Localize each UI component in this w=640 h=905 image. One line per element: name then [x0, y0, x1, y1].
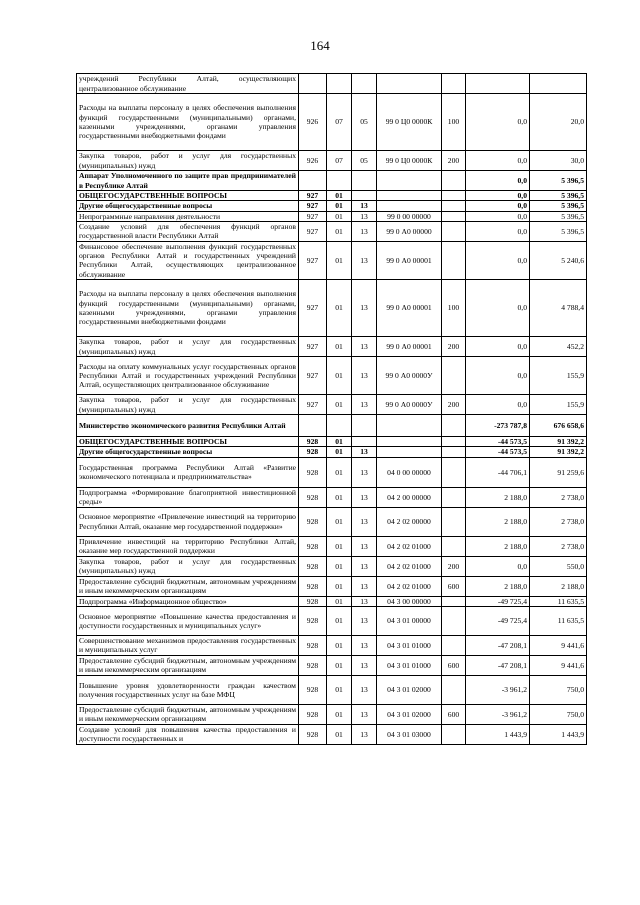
row-amount-total: 5 396,5 — [530, 221, 587, 241]
table-row — [77, 507, 587, 536]
row-amount-change: 2 188,0 — [466, 536, 530, 556]
row-expense-type — [442, 211, 466, 221]
table-row — [77, 437, 587, 447]
row-code — [299, 415, 327, 437]
row-section: 01 — [327, 635, 352, 655]
row-subsection: 13 — [352, 606, 377, 635]
row-amount-change: 0,0 — [466, 201, 530, 211]
row-name: Закупка товаров, работ и услуг для государственных (муниципальных) нужд — [77, 151, 299, 171]
row-name: Предоставление субсидий бюджетным, автономным учреждениям и иным некоммерческим организациям — [77, 655, 299, 675]
row-target-article: 04 3 01 01000 — [377, 655, 442, 675]
budget-table — [76, 73, 587, 745]
row-amount-change: 0,0 — [466, 395, 530, 415]
row-subsection: 13 — [352, 576, 377, 596]
row-subsection: 13 — [352, 487, 377, 507]
row-code: 928 — [299, 437, 327, 447]
table-row — [77, 241, 587, 279]
row-name: Повышение уровня удовлетворенности граждан качеством получения государственных услуг на базе МФЦ — [77, 675, 299, 704]
row-amount-total — [530, 74, 587, 94]
row-amount-change: -3 961,2 — [466, 704, 530, 724]
row-amount-change: 0,0 — [466, 191, 530, 201]
row-amount-total: 5 396,5 — [530, 211, 587, 221]
row-amount-change: 0,0 — [466, 151, 530, 171]
row-code: 928 — [299, 536, 327, 556]
row-amount-change: 2 188,0 — [466, 576, 530, 596]
row-amount-total: 20,0 — [530, 94, 587, 151]
row-name: Другие общегосударственные вопросы — [77, 447, 299, 457]
row-expense-type — [442, 724, 466, 744]
row-name: Закупка товаров, работ и услуг для государственных (муниципальных) нужд — [77, 395, 299, 415]
row-section: 01 — [327, 704, 352, 724]
row-amount-total: 155,9 — [530, 357, 587, 395]
row-code: 926 — [299, 94, 327, 151]
page-number: 164 — [310, 38, 330, 53]
row-section — [327, 74, 352, 94]
table-row — [77, 337, 587, 357]
row-subsection: 05 — [352, 94, 377, 151]
row-target-article: 04 2 02 00000 — [377, 507, 442, 536]
row-code: 928 — [299, 556, 327, 576]
row-name: Расходы на выплаты персоналу в целях обеспечения выполнения функций государственными (муниципальными) органами, казенными учреждениями, органами управления государственными внебюджетными фондами — [77, 94, 299, 151]
row-target-article: 99 0 Ц0 0000К — [377, 151, 442, 171]
row-amount-change: 0,0 — [466, 221, 530, 241]
row-target-article — [377, 415, 442, 437]
row-target-article: 99 0 А0 00001 — [377, 280, 442, 337]
row-target-article: 99 0 Ц0 0000К — [377, 94, 442, 151]
row-subsection: 13 — [352, 556, 377, 576]
row-section: 01 — [327, 357, 352, 395]
row-name: Основное мероприятие «Повышение качества предоставления и доступности государственных и муниципальных услуг» — [77, 606, 299, 635]
row-code: 928 — [299, 447, 327, 457]
row-subsection: 13 — [352, 241, 377, 279]
row-subsection — [352, 171, 377, 191]
row-expense-type — [442, 675, 466, 704]
row-amount-change: 2 188,0 — [466, 487, 530, 507]
row-section — [327, 171, 352, 191]
row-amount-change: 0,0 — [466, 241, 530, 279]
row-expense-type — [442, 221, 466, 241]
row-subsection: 13 — [352, 596, 377, 606]
row-name: Государственная программа Республики Алтай «Развитие экономического потенциала и предпринимательства» — [77, 457, 299, 487]
row-section: 01 — [327, 337, 352, 357]
row-name: Подпрограмма «Информационное общество» — [77, 596, 299, 606]
row-amount-total: 9 441,6 — [530, 655, 587, 675]
row-expense-type — [442, 241, 466, 279]
row-name: Расходы на выплаты персоналу в целях обеспечения выполнения функций государственными (муниципальными) органами, казенными учреждениями, органами управления государственными внебюджетными фондами — [77, 280, 299, 337]
row-expense-type — [442, 201, 466, 211]
row-amount-total: 9 441,6 — [530, 635, 587, 655]
row-target-article: 04 2 02 01000 — [377, 556, 442, 576]
row-amount-total: 91 392,2 — [530, 447, 587, 457]
row-code — [299, 74, 327, 94]
row-expense-type: 200 — [442, 556, 466, 576]
row-amount-change: -273 787,8 — [466, 415, 530, 437]
row-expense-type — [442, 171, 466, 191]
row-subsection — [352, 191, 377, 201]
row-target-article: 04 3 01 02000 — [377, 704, 442, 724]
row-code: 928 — [299, 457, 327, 487]
table-row — [77, 415, 587, 437]
row-code: 927 — [299, 280, 327, 337]
table-row — [77, 675, 587, 704]
row-amount-total: 11 635,5 — [530, 596, 587, 606]
row-name: Создание условий для обеспечения функций органов государственной власти Республики Алтай — [77, 221, 299, 241]
row-amount-total: 30,0 — [530, 151, 587, 171]
row-expense-type — [442, 191, 466, 201]
row-amount-total: 2 188,0 — [530, 576, 587, 596]
row-target-article: 04 3 01 01000 — [377, 635, 442, 655]
row-subsection: 13 — [352, 507, 377, 536]
row-code: 928 — [299, 675, 327, 704]
row-code: 928 — [299, 724, 327, 744]
row-subsection: 13 — [352, 724, 377, 744]
table-row — [77, 447, 587, 457]
row-name: Другие общегосударственные вопросы — [77, 201, 299, 211]
row-expense-type — [442, 596, 466, 606]
row-amount-change: -49 725,4 — [466, 596, 530, 606]
row-amount-change: 0,0 — [466, 556, 530, 576]
row-target-article — [377, 201, 442, 211]
row-expense-type: 200 — [442, 395, 466, 415]
row-target-article — [377, 447, 442, 457]
row-section: 01 — [327, 606, 352, 635]
row-section: 01 — [327, 437, 352, 447]
row-code: 928 — [299, 487, 327, 507]
row-code: 928 — [299, 507, 327, 536]
row-amount-total: 452,2 — [530, 337, 587, 357]
row-section: 01 — [327, 556, 352, 576]
row-section: 01 — [327, 201, 352, 211]
row-subsection: 13 — [352, 457, 377, 487]
row-subsection: 13 — [352, 201, 377, 211]
row-target-article: 04 2 02 01000 — [377, 576, 442, 596]
row-code: 927 — [299, 211, 327, 221]
row-name: Закупка товаров, работ и услуг для государственных (муниципальных) нужд — [77, 337, 299, 357]
row-amount-total: 550,0 — [530, 556, 587, 576]
row-code: 928 — [299, 655, 327, 675]
row-amount-change: 0,0 — [466, 94, 530, 151]
row-target-article: 99 0 А0 0000У — [377, 395, 442, 415]
row-name: Основное мероприятие «Привлечение инвестиций на территорию Республики Алтай, оказание мер государственной поддержки» — [77, 507, 299, 536]
row-subsection: 13 — [352, 337, 377, 357]
row-amount-total: 676 658,6 — [530, 415, 587, 437]
row-expense-type — [442, 507, 466, 536]
row-amount-change: 0,0 — [466, 280, 530, 337]
table-row — [77, 151, 587, 171]
row-amount-total: 4 788,4 — [530, 280, 587, 337]
row-section: 01 — [327, 487, 352, 507]
row-section: 01 — [327, 724, 352, 744]
row-amount-total: 91 259,6 — [530, 457, 587, 487]
row-name: Финансовое обеспечение выполнения функций государственных органов Республики Алтай и государственных учреждений Республики Алтай, осуществляющих централизованное обслуживание — [77, 241, 299, 279]
row-amount-total: 5 396,5 — [530, 201, 587, 211]
row-subsection: 13 — [352, 447, 377, 457]
row-expense-type: 100 — [442, 94, 466, 151]
row-code — [299, 171, 327, 191]
table-row — [77, 536, 587, 556]
row-name: ОБЩЕГОСУДАРСТВЕННЫЕ ВОПРОСЫ — [77, 437, 299, 447]
row-section: 01 — [327, 675, 352, 704]
table-row — [77, 357, 587, 395]
row-subsection: 13 — [352, 280, 377, 337]
row-expense-type — [442, 437, 466, 447]
row-code: 927 — [299, 357, 327, 395]
row-code: 928 — [299, 635, 327, 655]
row-target-article: 99 0 А0 0000У — [377, 357, 442, 395]
row-amount-change — [466, 74, 530, 94]
row-target-article: 04 0 00 00000 — [377, 457, 442, 487]
row-code: 928 — [299, 704, 327, 724]
row-subsection: 13 — [352, 395, 377, 415]
table-row — [77, 724, 587, 744]
row-section: 07 — [327, 151, 352, 171]
row-amount-total: 5 396,5 — [530, 191, 587, 201]
row-amount-total: 1 443,9 — [530, 724, 587, 744]
row-subsection: 13 — [352, 675, 377, 704]
row-name: Подпрограмма «Формирование благоприятной инвестиционной среды» — [77, 487, 299, 507]
row-expense-type — [442, 74, 466, 94]
row-section: 01 — [327, 395, 352, 415]
row-target-article: 99 0 А0 00001 — [377, 241, 442, 279]
row-target-article: 04 3 00 00000 — [377, 596, 442, 606]
row-amount-change: -47 208,1 — [466, 655, 530, 675]
table-row — [77, 635, 587, 655]
row-amount-change: -44 573,5 — [466, 437, 530, 447]
row-expense-type: 600 — [442, 576, 466, 596]
table-row — [77, 606, 587, 635]
row-name: Министерство экономического развития Республики Алтай — [77, 415, 299, 437]
row-code: 927 — [299, 241, 327, 279]
row-name: Аппарат Уполномоченного по защите прав предпринимателей в Республике Алтай — [77, 171, 299, 191]
row-expense-type — [442, 487, 466, 507]
row-expense-type — [442, 457, 466, 487]
row-amount-total: 91 392,2 — [530, 437, 587, 447]
row-name: Предоставление субсидий бюджетным, автономным учреждениям и иным некоммерческим организациям — [77, 704, 299, 724]
table-row — [77, 576, 587, 596]
row-section: 07 — [327, 94, 352, 151]
row-amount-change: 0,0 — [466, 337, 530, 357]
row-code: 927 — [299, 191, 327, 201]
row-code: 928 — [299, 576, 327, 596]
row-expense-type — [442, 606, 466, 635]
row-amount-change: -49 725,4 — [466, 606, 530, 635]
row-amount-change: -44 706,1 — [466, 457, 530, 487]
row-expense-type: 200 — [442, 337, 466, 357]
row-code: 927 — [299, 201, 327, 211]
row-target-article — [377, 74, 442, 94]
row-section: 01 — [327, 447, 352, 457]
table-row — [77, 191, 587, 201]
row-name: ОБЩЕГОСУДАРСТВЕННЫЕ ВОПРОСЫ — [77, 191, 299, 201]
row-expense-type: 600 — [442, 655, 466, 675]
row-name: Непрограммные направления деятельности — [77, 211, 299, 221]
row-name: Предоставление субсидий бюджетным, автономным учреждениям и иным некоммерческим организациям — [77, 576, 299, 596]
row-amount-total: 2 738,0 — [530, 487, 587, 507]
row-target-article: 99 0 А0 00000 — [377, 221, 442, 241]
row-code: 928 — [299, 596, 327, 606]
row-amount-change: 0,0 — [466, 171, 530, 191]
table-row — [77, 457, 587, 487]
row-expense-type: 200 — [442, 151, 466, 171]
row-code: 927 — [299, 337, 327, 357]
row-name: Закупка товаров, работ и услуг для государственных (муниципальных) нужд — [77, 556, 299, 576]
row-code: 927 — [299, 221, 327, 241]
row-section: 01 — [327, 536, 352, 556]
table-row — [77, 171, 587, 191]
row-subsection: 13 — [352, 357, 377, 395]
row-expense-type: 600 — [442, 704, 466, 724]
table-row — [77, 395, 587, 415]
row-amount-total: 750,0 — [530, 675, 587, 704]
row-subsection: 13 — [352, 221, 377, 241]
row-subsection — [352, 74, 377, 94]
table-row — [77, 74, 587, 94]
table-row — [77, 94, 587, 151]
row-amount-total: 2 738,0 — [530, 536, 587, 556]
table-row — [77, 280, 587, 337]
row-amount-total: 155,9 — [530, 395, 587, 415]
table-row — [77, 211, 587, 221]
row-subsection: 13 — [352, 211, 377, 221]
row-amount-total: 2 738,0 — [530, 507, 587, 536]
row-name: учреждений Республики Алтай, осуществляющих централизованное обслуживание — [77, 74, 299, 94]
row-amount-total: 5 396,5 — [530, 171, 587, 191]
row-subsection: 13 — [352, 704, 377, 724]
row-section: 01 — [327, 596, 352, 606]
row-subsection: 05 — [352, 151, 377, 171]
row-section: 01 — [327, 241, 352, 279]
row-section: 01 — [327, 457, 352, 487]
row-target-article: 99 0 А0 00001 — [377, 337, 442, 357]
row-expense-type — [442, 536, 466, 556]
row-target-article: 04 2 02 01000 — [377, 536, 442, 556]
row-section — [327, 415, 352, 437]
row-section: 01 — [327, 655, 352, 675]
row-subsection: 13 — [352, 655, 377, 675]
table-row — [77, 221, 587, 241]
table-row — [77, 704, 587, 724]
row-expense-type — [442, 357, 466, 395]
table-row — [77, 596, 587, 606]
row-name: Расходы на оплату коммунальных услуг государственных органов Республики Алтай и государственных учреждений Республики Алтай, осуществляющих централизованное обслуживание — [77, 357, 299, 395]
row-target-article: 04 3 01 03000 — [377, 724, 442, 744]
row-expense-type — [442, 635, 466, 655]
table-row — [77, 201, 587, 211]
row-section: 01 — [327, 211, 352, 221]
row-expense-type — [442, 415, 466, 437]
row-name: Создание условий для повышения качества предоставления и доступности государственных и — [77, 724, 299, 744]
row-code: 928 — [299, 606, 327, 635]
budget-table-body — [77, 74, 587, 745]
row-section: 01 — [327, 507, 352, 536]
row-target-article: 04 3 01 02000 — [377, 675, 442, 704]
row-target-article: 04 2 00 00000 — [377, 487, 442, 507]
row-target-article — [377, 171, 442, 191]
row-amount-change: 0,0 — [466, 357, 530, 395]
row-section: 01 — [327, 576, 352, 596]
row-amount-change: -3 961,2 — [466, 675, 530, 704]
row-name: Совершенствование механизмов предоставления государственных и муниципальных услуг — [77, 635, 299, 655]
row-name: Привлечение инвестиций на территорию Республики Алтай, оказание мер государственной поддержки — [77, 536, 299, 556]
row-code: 927 — [299, 395, 327, 415]
row-section: 01 — [327, 221, 352, 241]
row-subsection — [352, 437, 377, 447]
row-subsection: 13 — [352, 635, 377, 655]
row-amount-change: 2 188,0 — [466, 507, 530, 536]
table-row — [77, 655, 587, 675]
row-amount-change: 1 443,9 — [466, 724, 530, 744]
row-subsection: 13 — [352, 536, 377, 556]
row-amount-change: -44 573,5 — [466, 447, 530, 457]
row-target-article — [377, 437, 442, 447]
row-target-article — [377, 191, 442, 201]
row-subsection — [352, 415, 377, 437]
row-amount-change: -47 208,1 — [466, 635, 530, 655]
row-section: 01 — [327, 191, 352, 201]
table-row — [77, 556, 587, 576]
table-row — [77, 487, 587, 507]
row-target-article: 99 0 00 00000 — [377, 211, 442, 221]
row-expense-type: 100 — [442, 280, 466, 337]
row-amount-total: 5 240,6 — [530, 241, 587, 279]
row-target-article: 04 3 01 00000 — [377, 606, 442, 635]
row-code: 926 — [299, 151, 327, 171]
row-amount-change: 0,0 — [466, 211, 530, 221]
row-expense-type — [442, 447, 466, 457]
row-amount-total: 750,0 — [530, 704, 587, 724]
row-amount-total: 11 635,5 — [530, 606, 587, 635]
row-section: 01 — [327, 280, 352, 337]
